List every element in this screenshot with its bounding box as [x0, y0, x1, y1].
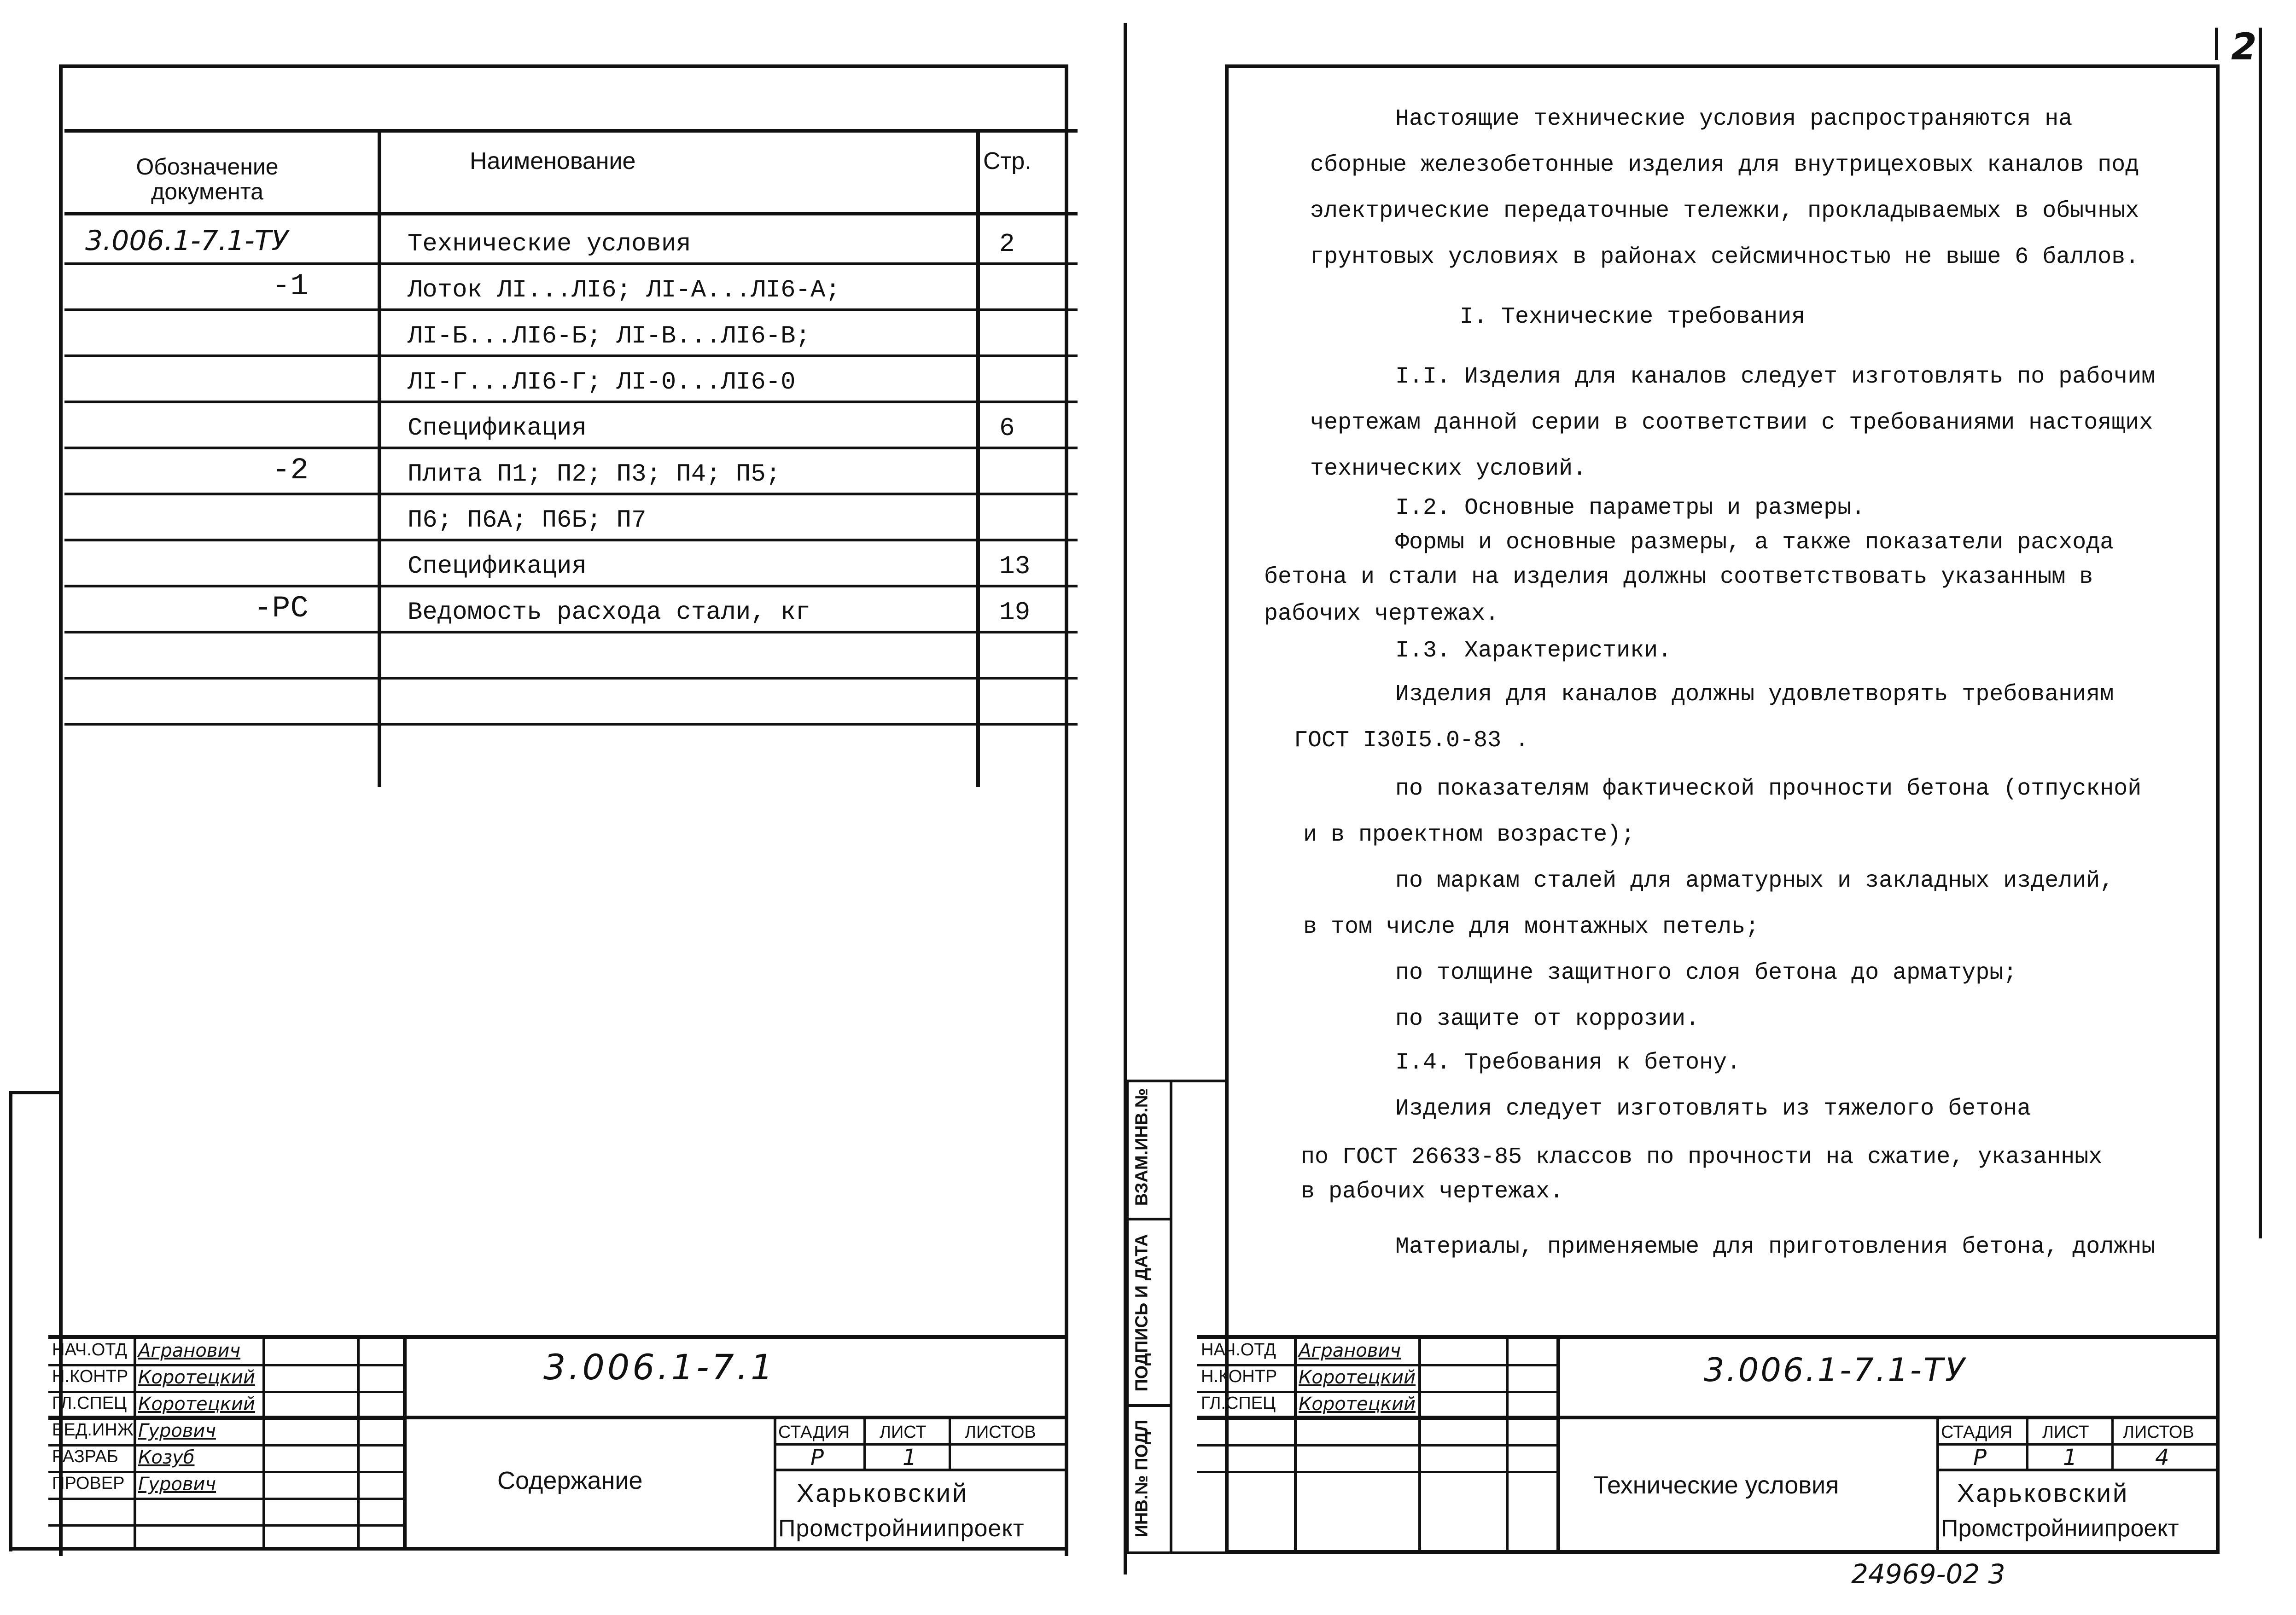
- text-line: Материалы, применяемые для приготовления бетона, должны: [1395, 1234, 2156, 1260]
- text-line: грунтовых условиях в районах сейсмичностью не выше 6 баллов.: [1310, 244, 2139, 270]
- table-col-2: [976, 129, 980, 787]
- row-designation: -1: [272, 269, 309, 303]
- row-designation: -2: [272, 453, 309, 488]
- table-header-line: [64, 212, 1078, 215]
- signature-row-line: [1197, 1364, 1559, 1366]
- table-row-line: [64, 447, 1078, 449]
- signature-row-line: [1197, 1417, 1559, 1420]
- signature-row-line: [1197, 1391, 1559, 1393]
- left_sheet-signer-name: Гурович: [138, 1474, 216, 1495]
- row-name: ЛI-Б...ЛI6-Б; ЛI-В...ЛI6-В;: [408, 322, 810, 350]
- table-col-1: [378, 129, 381, 787]
- rtb-stage-v2: [2111, 1418, 2114, 1471]
- corner-box-left: [2215, 28, 2218, 60]
- right-sheet-title: Технические условия: [1593, 1471, 1839, 1499]
- left_sheet-role: НАЧ.ОТД: [52, 1340, 127, 1359]
- tb-stage-left: [774, 1418, 776, 1547]
- table-top-line: [64, 129, 1078, 133]
- signature-row-line: [48, 1444, 405, 1447]
- row-name: П6; П6А; П6Б; П7: [408, 506, 647, 534]
- left_sheet-signer-name: Коротецкий: [138, 1394, 256, 1415]
- left_sheet-role: ГЛ.СПЕЦ: [52, 1394, 127, 1413]
- text-line: Настоящие технические условия распространяются на: [1395, 106, 2073, 132]
- side-label-replacement: ВЗАМ.ИНВ.№: [1132, 1088, 1152, 1206]
- row-page: 19: [999, 598, 1031, 627]
- left-stage: Р: [810, 1445, 824, 1470]
- text-line: и в проектном возрасте);: [1303, 822, 1635, 848]
- signature-row-line: [1197, 1471, 1559, 1473]
- right-sheets-header: ЛИСТОВ: [2123, 1423, 2194, 1442]
- row-name: ЛI-Г...ЛI6-Г; ЛI-0...ЛI6-0: [408, 368, 796, 396]
- text-line: по толщине защитного слоя бетона до арматуры;: [1395, 960, 2017, 986]
- left-binding-strip-h: [9, 1091, 60, 1094]
- table-row-line: [64, 723, 1078, 726]
- left_sheet-signer-name: Агранович: [138, 1340, 241, 1361]
- signature-row-line: [48, 1417, 405, 1420]
- right-stage: Р: [1973, 1445, 1987, 1470]
- left-sheet-title: Содержание: [497, 1467, 643, 1494]
- side-label-signature: ПОДПИСЬ И ДАТА: [1132, 1234, 1152, 1392]
- signature-row-line: [48, 1391, 405, 1393]
- rtb-v1: [1294, 1335, 1297, 1551]
- signature-row-line: [48, 1498, 405, 1500]
- left-frame-left-edge: [59, 64, 63, 1556]
- rtb-stage-v1: [2026, 1418, 2028, 1471]
- text-line: электрические передаточные тележки, прокладываемых в обычных: [1310, 198, 2139, 224]
- left_sheet-signer-name: Коротецкий: [138, 1367, 256, 1388]
- tb-v2: [262, 1335, 265, 1547]
- text-line: ГОСТ I30I5.0-83 .: [1294, 727, 1529, 754]
- left-sheet-no: 1: [903, 1445, 917, 1470]
- row-name: Лоток ЛI...ЛI6; ЛI-А...ЛI6-А;: [408, 276, 840, 304]
- side-strip-sep1: [1126, 1218, 1172, 1220]
- header-designation: Обозначение документа: [136, 154, 279, 204]
- rtb-v2: [1418, 1335, 1421, 1551]
- text-line: по ГОСТ 26633-85 классов по прочности на сжатие, указанных: [1301, 1144, 2103, 1170]
- left-stage-header: СТАДИЯ: [778, 1423, 850, 1442]
- row-designation: -РС: [254, 591, 309, 626]
- right_sheet-signer-name: Агранович: [1299, 1340, 1401, 1361]
- right_sheet-signer-name: Коротецкий: [1299, 1367, 1416, 1388]
- bottom-code: 24969-02 3: [1851, 1558, 2005, 1590]
- table-row-line: [64, 308, 1078, 311]
- table-row-line: [64, 493, 1078, 495]
- row-page: 13: [999, 552, 1031, 581]
- table-row-line: [64, 262, 1078, 265]
- text-line: рабочих чертежах.: [1264, 601, 1499, 627]
- tb-stage-v1: [863, 1418, 866, 1471]
- table-row-line: [64, 354, 1078, 357]
- tb-stage-v2: [949, 1418, 951, 1471]
- corner-page-number: 2: [2231, 25, 2257, 68]
- right_sheet-role: НАЧ.ОТД: [1201, 1340, 1276, 1359]
- row-name: Ведомость расхода стали, кг: [408, 598, 810, 627]
- left-sheet-header: ЛИСТ: [880, 1423, 927, 1442]
- left-doc-code: 3.006.1-7.1: [543, 1347, 776, 1388]
- right-org-line1: Харьковский: [1957, 1478, 2129, 1507]
- text-line: I.2. Основные параметры и размеры.: [1395, 495, 1865, 521]
- side-strip-bot: [1126, 1551, 1225, 1554]
- row-designation: 3.006.1-7.1-ТУ: [85, 225, 288, 257]
- rtb-v4: [1556, 1335, 1560, 1551]
- left_sheet-role: ВЕД.ИНЖ: [52, 1420, 134, 1440]
- tb-top: [48, 1335, 1068, 1339]
- tb-v3: [357, 1335, 360, 1547]
- text-line: Изделия для каналов должны удовлетворять требованиям: [1395, 681, 2114, 708]
- text-line: в рабочих чертежах.: [1301, 1179, 1564, 1205]
- text-line: чертежам данной серии в соответствии с требованиями настоящих: [1310, 410, 2153, 436]
- left-sheets-header: ЛИСТОВ: [965, 1423, 1036, 1442]
- signature-row-line: [48, 1471, 405, 1473]
- left-org-line1: Харьковский: [797, 1478, 969, 1507]
- right_sheet-role: Н.КОНТР: [1201, 1367, 1277, 1386]
- row-page: 2: [999, 229, 1015, 259]
- text-line: I. Технические требования: [1460, 304, 1806, 330]
- tb-bottom: [9, 1547, 1068, 1551]
- right-sheet-no: 1: [2063, 1445, 2077, 1470]
- table-row-line: [64, 401, 1078, 403]
- tb-v1: [134, 1335, 136, 1547]
- text-line: I.4. Требования к бетону.: [1395, 1050, 1741, 1076]
- side-label-inventory: ИНВ.№ ПОДЛ: [1132, 1419, 1152, 1538]
- left_sheet-signer-name: Козуб: [138, 1447, 195, 1468]
- text-line: по показателям фактической прочности бетона (отпускной: [1395, 776, 2142, 802]
- row-page: 6: [999, 413, 1015, 443]
- left-org-line2: Промстройниипроект: [778, 1515, 1025, 1542]
- row-name: Спецификация: [408, 414, 587, 442]
- table-row-line: [64, 585, 1078, 587]
- text-line: Изделия следует изготовлять из тяжелого бетона: [1395, 1096, 2031, 1122]
- left_sheet-role: Н.КОНТР: [52, 1367, 128, 1386]
- left_sheet-signer-name: Гурович: [138, 1420, 216, 1441]
- left_sheet-role: ПРОВЕР: [52, 1474, 125, 1493]
- right-sheet-header: ЛИСТ: [2042, 1423, 2089, 1442]
- rtb-stage-left: [1936, 1418, 1939, 1551]
- right-sheets-no: 4: [2155, 1445, 2169, 1470]
- signature-row-line: [48, 1524, 405, 1527]
- text-line: по защите от коррозии.: [1395, 1006, 1700, 1032]
- text-line: по маркам сталей для арматурных и закладных изделий,: [1395, 868, 2114, 894]
- text-line: бетона и стали на изделия должны соответствовать указанным в: [1264, 564, 2093, 590]
- right-frame: [1225, 64, 2220, 1554]
- right_sheet-role: ГЛ.СПЕЦ: [1201, 1394, 1276, 1413]
- table-row-line: [64, 539, 1078, 541]
- table-row-line: [64, 631, 1078, 633]
- text-line: I.3. Характеристики.: [1395, 638, 1672, 664]
- right-doc-code: 3.006.1-7.1-ТУ: [1704, 1351, 1967, 1389]
- right_sheet-signer-name: Коротецкий: [1299, 1394, 1416, 1415]
- left_sheet-role: РАЗРАБ: [52, 1447, 118, 1466]
- text-line: I.I. Изделия для каналов следует изготовлять по рабочим: [1395, 364, 2156, 390]
- tb-v4: [403, 1335, 407, 1547]
- signature-row-line: [48, 1364, 405, 1366]
- signature-row-line: [1197, 1444, 1559, 1447]
- header-page: Стр.: [983, 148, 1031, 174]
- text-line: в том числе для монтажных петель;: [1303, 914, 1760, 940]
- text-line: сборные железобетонные изделия для внутрицеховых каналов под: [1310, 152, 2139, 178]
- rtb-top: [1197, 1335, 2220, 1339]
- row-name: Технические условия: [408, 230, 691, 258]
- right-org-line2: Промстройниипроект: [1941, 1515, 2179, 1542]
- text-line: Формы и основные размеры, а также показатели расхода: [1395, 529, 2114, 556]
- table-row-line: [64, 677, 1078, 680]
- rtb-v3: [1506, 1335, 1509, 1551]
- row-name: Спецификация: [408, 552, 587, 581]
- right-stage-header: СТАДИЯ: [1941, 1423, 2013, 1442]
- left-binding-strip-v: [9, 1091, 12, 1551]
- header-name: Наименование: [470, 148, 636, 174]
- row-name: Плита П1; П2; П3; П4; П5;: [408, 460, 781, 488]
- side-strip-left: [1126, 1080, 1129, 1554]
- text-line: технических условий.: [1310, 456, 1587, 482]
- side-strip-inner: [1170, 1080, 1172, 1554]
- corner-box-right: [2259, 28, 2262, 1238]
